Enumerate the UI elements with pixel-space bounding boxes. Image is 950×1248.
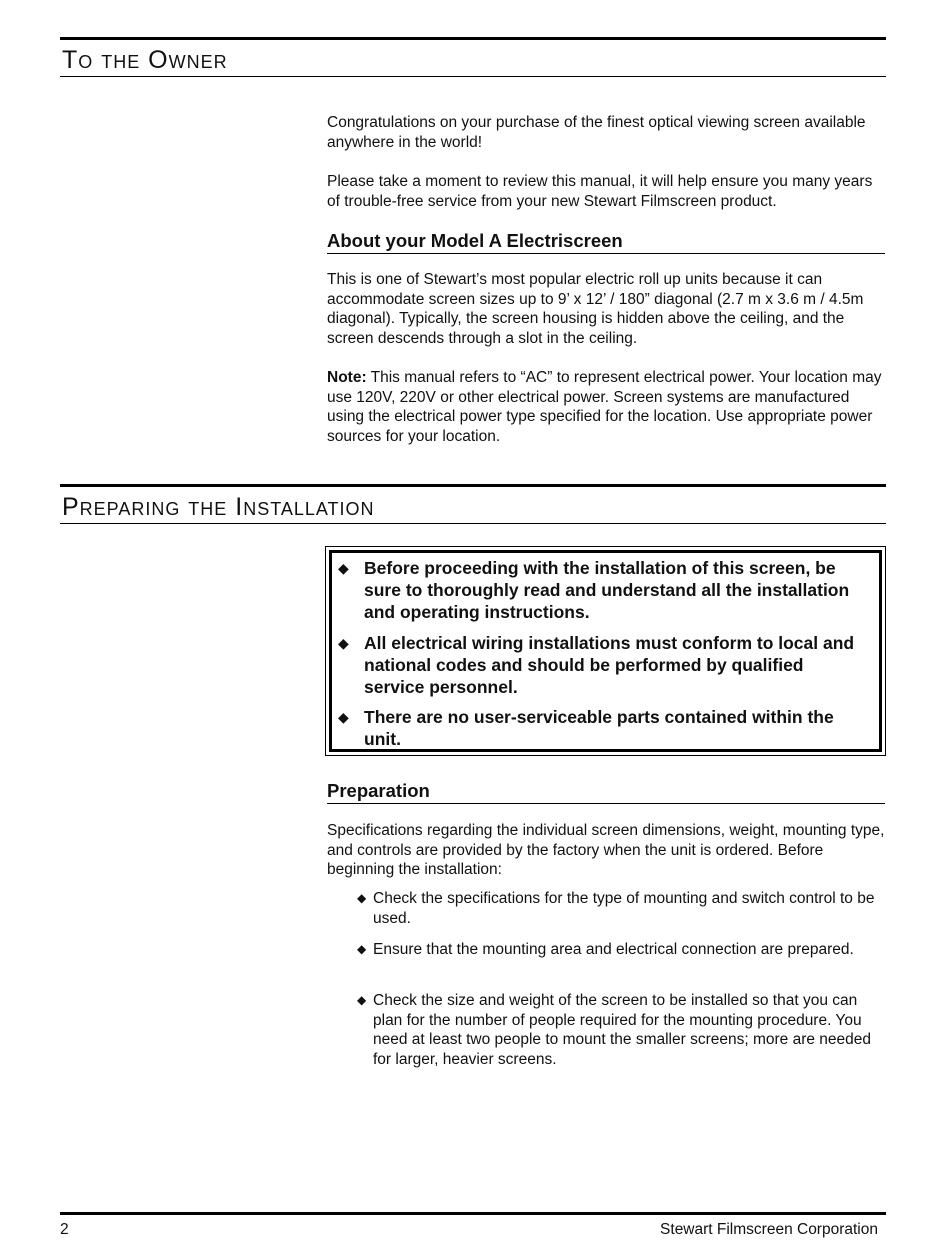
section-title: To the Owner — [62, 46, 228, 74]
warning-text: All electrical wiring installations must conform to local and national codes and should be performed by qualified service personnel. — [364, 633, 855, 697]
list-item-text: Ensure that the mounting area and electrical connection are prepared. — [373, 941, 854, 958]
owner-paragraph-1 — [327, 113, 887, 152]
paragraph: This is one of Stewart’s most popular electric roll up units because it can accommodate screen sizes up to 9’ x 12’ / 180” diagonal (2.7 m x 3.6 m / 4.5m diagonal). Typically, the screen housing is hidden above the ceiling, and the screen descends through a slot in the ceiling. — [327, 271, 864, 347]
preparation-intro — [327, 821, 887, 880]
list-item — [357, 991, 877, 1069]
list-item-text: Check the specifications for the type of mounting and switch control to be used. — [373, 890, 875, 927]
warning-text: Before proceeding with the installation of this screen, be sure to thoroughly read and understand all the installation and operating instructions. — [364, 558, 850, 622]
warning-box — [325, 546, 886, 756]
warning-item — [338, 632, 858, 698]
paragraph — [327, 368, 887, 446]
warning-item — [338, 706, 858, 750]
page-number: 2 — [60, 1221, 69, 1238]
diamond-bullet-icon: ◆ — [338, 635, 349, 651]
note-text: This manual refers to “AC” to represent electrical power. Your location may use 120V, 220V or other electrical power. Screen systems are manufactured using the electrical power type specified for the location. Use appropriate power sources for your location. — [327, 369, 882, 445]
section-header-owner — [60, 37, 886, 77]
subheading-preparation: Preparation — [327, 780, 885, 804]
note-label: Note: — [327, 369, 367, 386]
owner-paragraph-2 — [327, 172, 887, 211]
about-paragraph — [327, 270, 887, 348]
list-item-text: Check the size and weight of the screen to be installed so that you can plan for the number of people required for the mounting procedure. You need at least two people to mount the smaller screens; more are needed for larger, heavier screens. — [373, 992, 872, 1068]
footer-rule — [60, 1212, 886, 1215]
diamond-bullet-icon: ◆ — [357, 891, 367, 905]
note-paragraph — [327, 368, 887, 446]
warning-item — [338, 557, 858, 623]
paragraph: Specifications regarding the individual screen dimensions, weight, mounting type, and controls are provided by the factory when the unit is ordered. Before beginning the installation: — [327, 822, 885, 879]
diamond-bullet-icon: ◆ — [357, 993, 367, 1007]
paragraph: Congratulations on your purchase of the finest optical viewing screen available anywhere in the world! — [327, 114, 866, 151]
list-item — [357, 940, 877, 960]
paragraph: Please take a moment to review this manual, it will help ensure you many years of trouble-free service from your new Stewart Filmscreen product. — [327, 173, 873, 210]
footer-company: Stewart Filmscreen Corporation — [660, 1221, 878, 1238]
warning-box-inner — [329, 550, 882, 752]
subheading-about: About your Model A Electriscreen — [327, 230, 885, 254]
diamond-bullet-icon: ◆ — [338, 709, 349, 725]
section-header-installation — [60, 484, 886, 524]
warning-text: There are no user-serviceable parts contained within the unit. — [364, 707, 834, 749]
diamond-bullet-icon: ◆ — [338, 560, 349, 576]
section-title: Preparing the Installation — [62, 493, 375, 521]
list-item — [357, 889, 877, 928]
diamond-bullet-icon: ◆ — [357, 942, 367, 956]
